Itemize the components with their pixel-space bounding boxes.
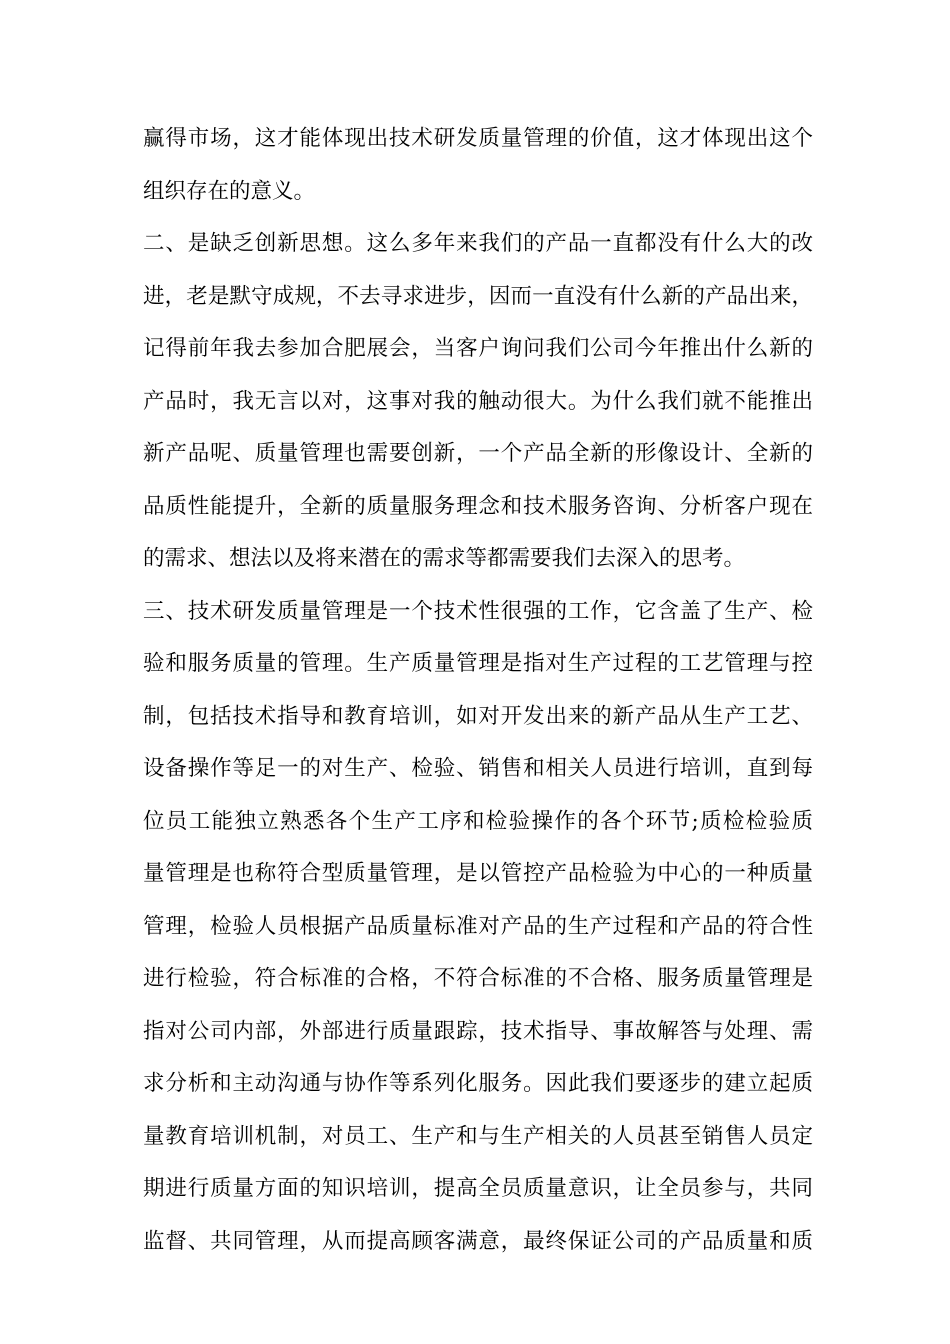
body-text <box>143 113 813 1268</box>
text-line: 制，包括技术指导和教育培训，如对开发出来的新产品从生产工艺、 <box>143 703 813 729</box>
text-line: 进行检验，符合标准的合格，不符合标准的不合格、服务质量管理是 <box>143 966 813 991</box>
text-line: 验和服务质量的管理。生产质量管理是指对生产过程的工艺管理与控 <box>143 651 813 676</box>
text-line: 三、技术研发质量管理是一个技术性很强的工作，它含盖了生产、检 <box>143 598 813 624</box>
text-line: 求分析和主动沟通与协作等系列化服务。因此我们要逐步的建立起质 <box>143 1071 813 1096</box>
text-line: 组织存在的意义。 <box>143 178 316 204</box>
text-line: 监督、共同管理，从而提高顾客满意，最终保证公司的产品质量和质 <box>143 1228 813 1254</box>
text-line: 管理，检验人员根据产品质量标准对产品的生产过程和产品的符合性 <box>143 913 813 939</box>
text-line: 指对公司内部，外部进行质量跟踪，技术指导、事故解答与处理、需 <box>143 1018 813 1044</box>
text-line: 品质性能提升，全新的质量服务理念和技术服务咨询、分析客户现在 <box>143 493 813 519</box>
text-line: 二、是缺乏创新思想。这么多年来我们的产品一直都没有什么大的改 <box>143 231 813 256</box>
text-line: 量教育培训机制，对员工、生产和与生产相关的人员甚至销售人员定 <box>143 1123 813 1149</box>
text-line: 新产品呢、质量管理也需要创新，一个产品全新的形像设计、全新的 <box>143 441 813 466</box>
text-line: 位员工能独立熟悉各个生产工序和检验操作的各个环节;质检检验质 <box>143 808 813 834</box>
text-line: 量管理是也称符合型质量管理，是以管控产品检验为中心的一种质量 <box>143 861 813 886</box>
text-line: 记得前年我去参加合肥展会，当客户询问我们公司今年推出什么新的 <box>143 336 813 361</box>
text-line: 的需求、想法以及将来潜在的需求等都需要我们去深入的思考。 <box>143 546 746 571</box>
text-line: 设备操作等足一的对生产、检验、销售和相关人员进行培训，直到每 <box>143 756 813 781</box>
text-line: 期进行质量方面的知识培训，提高全员质量意识，让全员参与，共同 <box>143 1176 813 1201</box>
text-line: 赢得市场，这才能体现出技术研发质量管理的价值，这才体现出这个 <box>143 126 813 151</box>
text-line: 产品时，我无言以对，这事对我的触动很大。为什么我们就不能推出 <box>143 388 813 414</box>
text-line: 进，老是默守成规，不去寻求进步，因而一直没有什么新的产品出来， <box>143 283 813 309</box>
